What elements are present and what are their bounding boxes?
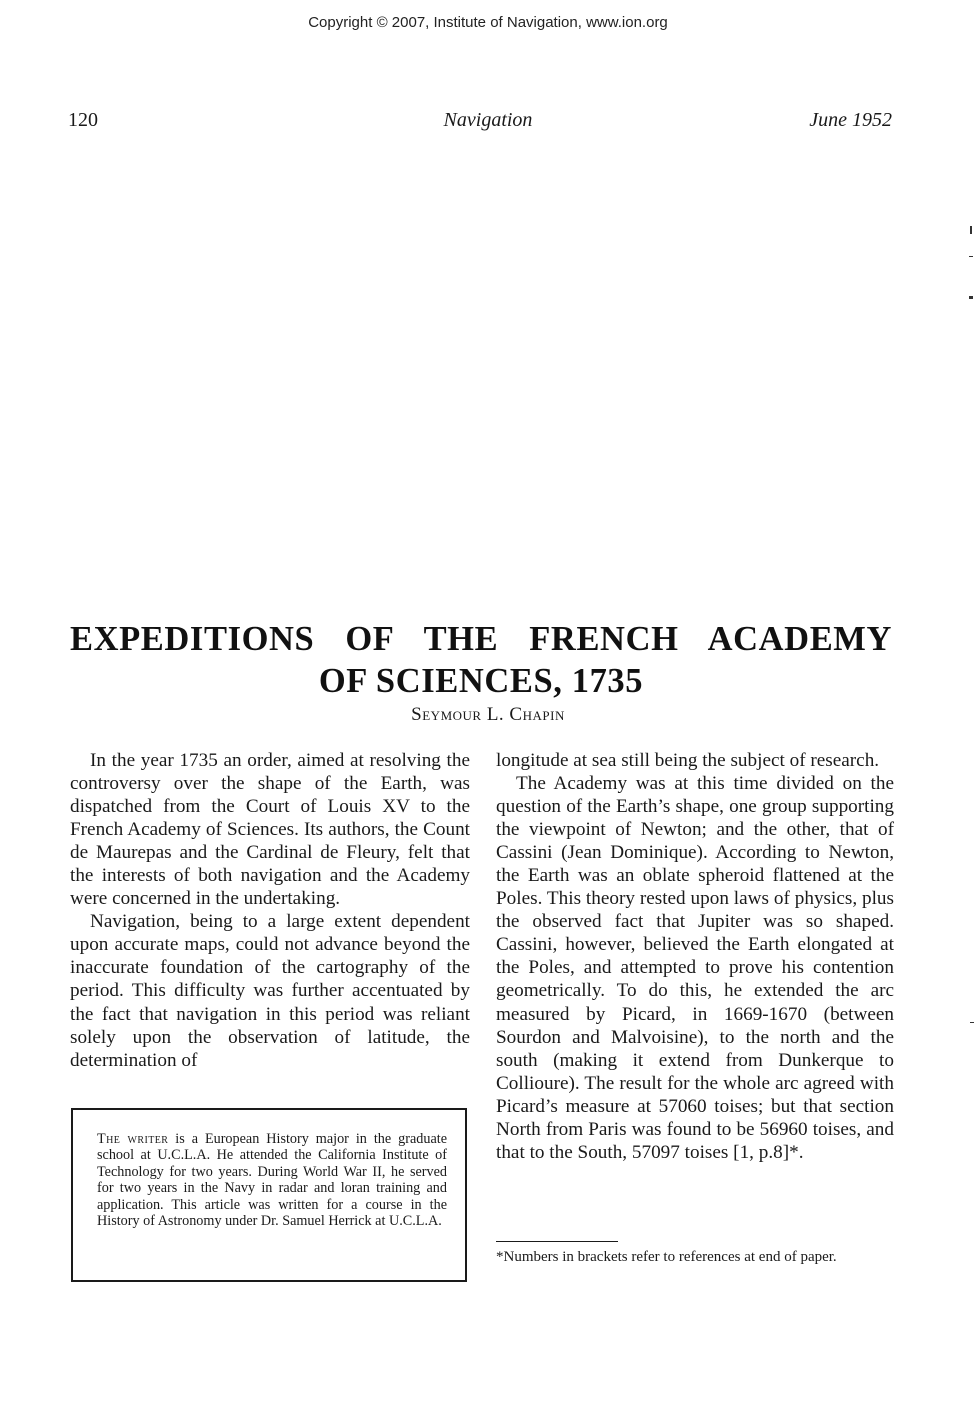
- writer-note-text: is a European History major in the graduate school at U.C.L.A. He attended the California Institute of Technology for two years. During World War II, he served for two years in the Navy in radar and loran training and application. This article was written for a course in the History of Astronomy under Dr. Samuel Herrick at U.C.L.A.: [97, 1131, 448, 1230]
- scan-artifact-mark: [970, 226, 972, 234]
- journal-name: Navigation: [443, 109, 533, 131]
- body-paragraph-3: longitude at sea still being the subject of research.: [496, 750, 880, 771]
- issue-date: June 1952: [809, 109, 892, 131]
- copyright-notice: Copyright © 2007, Institute of Navigation, www.ion.org: [308, 14, 668, 31]
- left-column: [70, 749, 470, 1072]
- footnote: *Numbers in brackets refer to references at end of paper.: [496, 1249, 837, 1265]
- scan-artifact-mark: [969, 296, 973, 299]
- right-column: [496, 749, 894, 1164]
- article-title-line-1: EXPEDITIONS OF THE FRENCH ACADEMY: [70, 620, 892, 658]
- article-title: [70, 618, 892, 702]
- writer-note-box: [71, 1108, 467, 1282]
- body-paragraph-1: In the year 1735 an order, aimed at resolving the controversy over the shape of the Earth, was dispatched from the Court of Louis XV to the French Academy of Sciences. Its authors, the Count de Maurepas and the Cardinal de Fleury, felt that the interests of both navigation and the Academy were concerned in the undertaking.: [70, 750, 470, 910]
- body-paragraph-2: Navigation, being to a large extent dependent upon accurate maps, could not advance beyond the inaccurate foundation of the cartography of the period. This difficulty was further accentuated by the fact that navigation in this period was reliant solely upon the observation of latitude, the determination of: [70, 911, 470, 1071]
- article-title-line-2: OF SCIENCES, 1735: [318, 662, 644, 700]
- author-byline: Seymour L. Chapin: [411, 704, 565, 725]
- body-paragraph-4: The Academy was at this time divided on the question of the Earth’s shape, one group supporting the viewpoint of Newton; and the other, that of Cassini (Jean Dominique). According to Newton, the Earth was an oblate spheroid flattened at the Poles. This theory rested upon laws of physics, plus the observed fact that Jupiter was so shaped. Cassini, however, believed the Earth elongated at the Poles, and attempted to prove his contention geometrically. To do this, he extended the arc measured by Picard, in 1669-1670 (between Sourdon and Malvoisine), to the north and the south (making it extend from Dunkerque to Collioure). The result for the whole arc agreed with Picard’s measure at 57060 toises; but that section North from Paris was found to be 56960 toises, and that to the South, 57097 toises [1, p.8]*.: [496, 773, 894, 1163]
- footnote-divider: [496, 1241, 618, 1242]
- page-number: 120: [68, 109, 98, 131]
- scan-artifact-mark: [970, 1022, 974, 1023]
- writer-note: [97, 1131, 447, 1229]
- scan-artifact-mark: [969, 256, 973, 257]
- writer-note-lead: The writer: [97, 1131, 169, 1147]
